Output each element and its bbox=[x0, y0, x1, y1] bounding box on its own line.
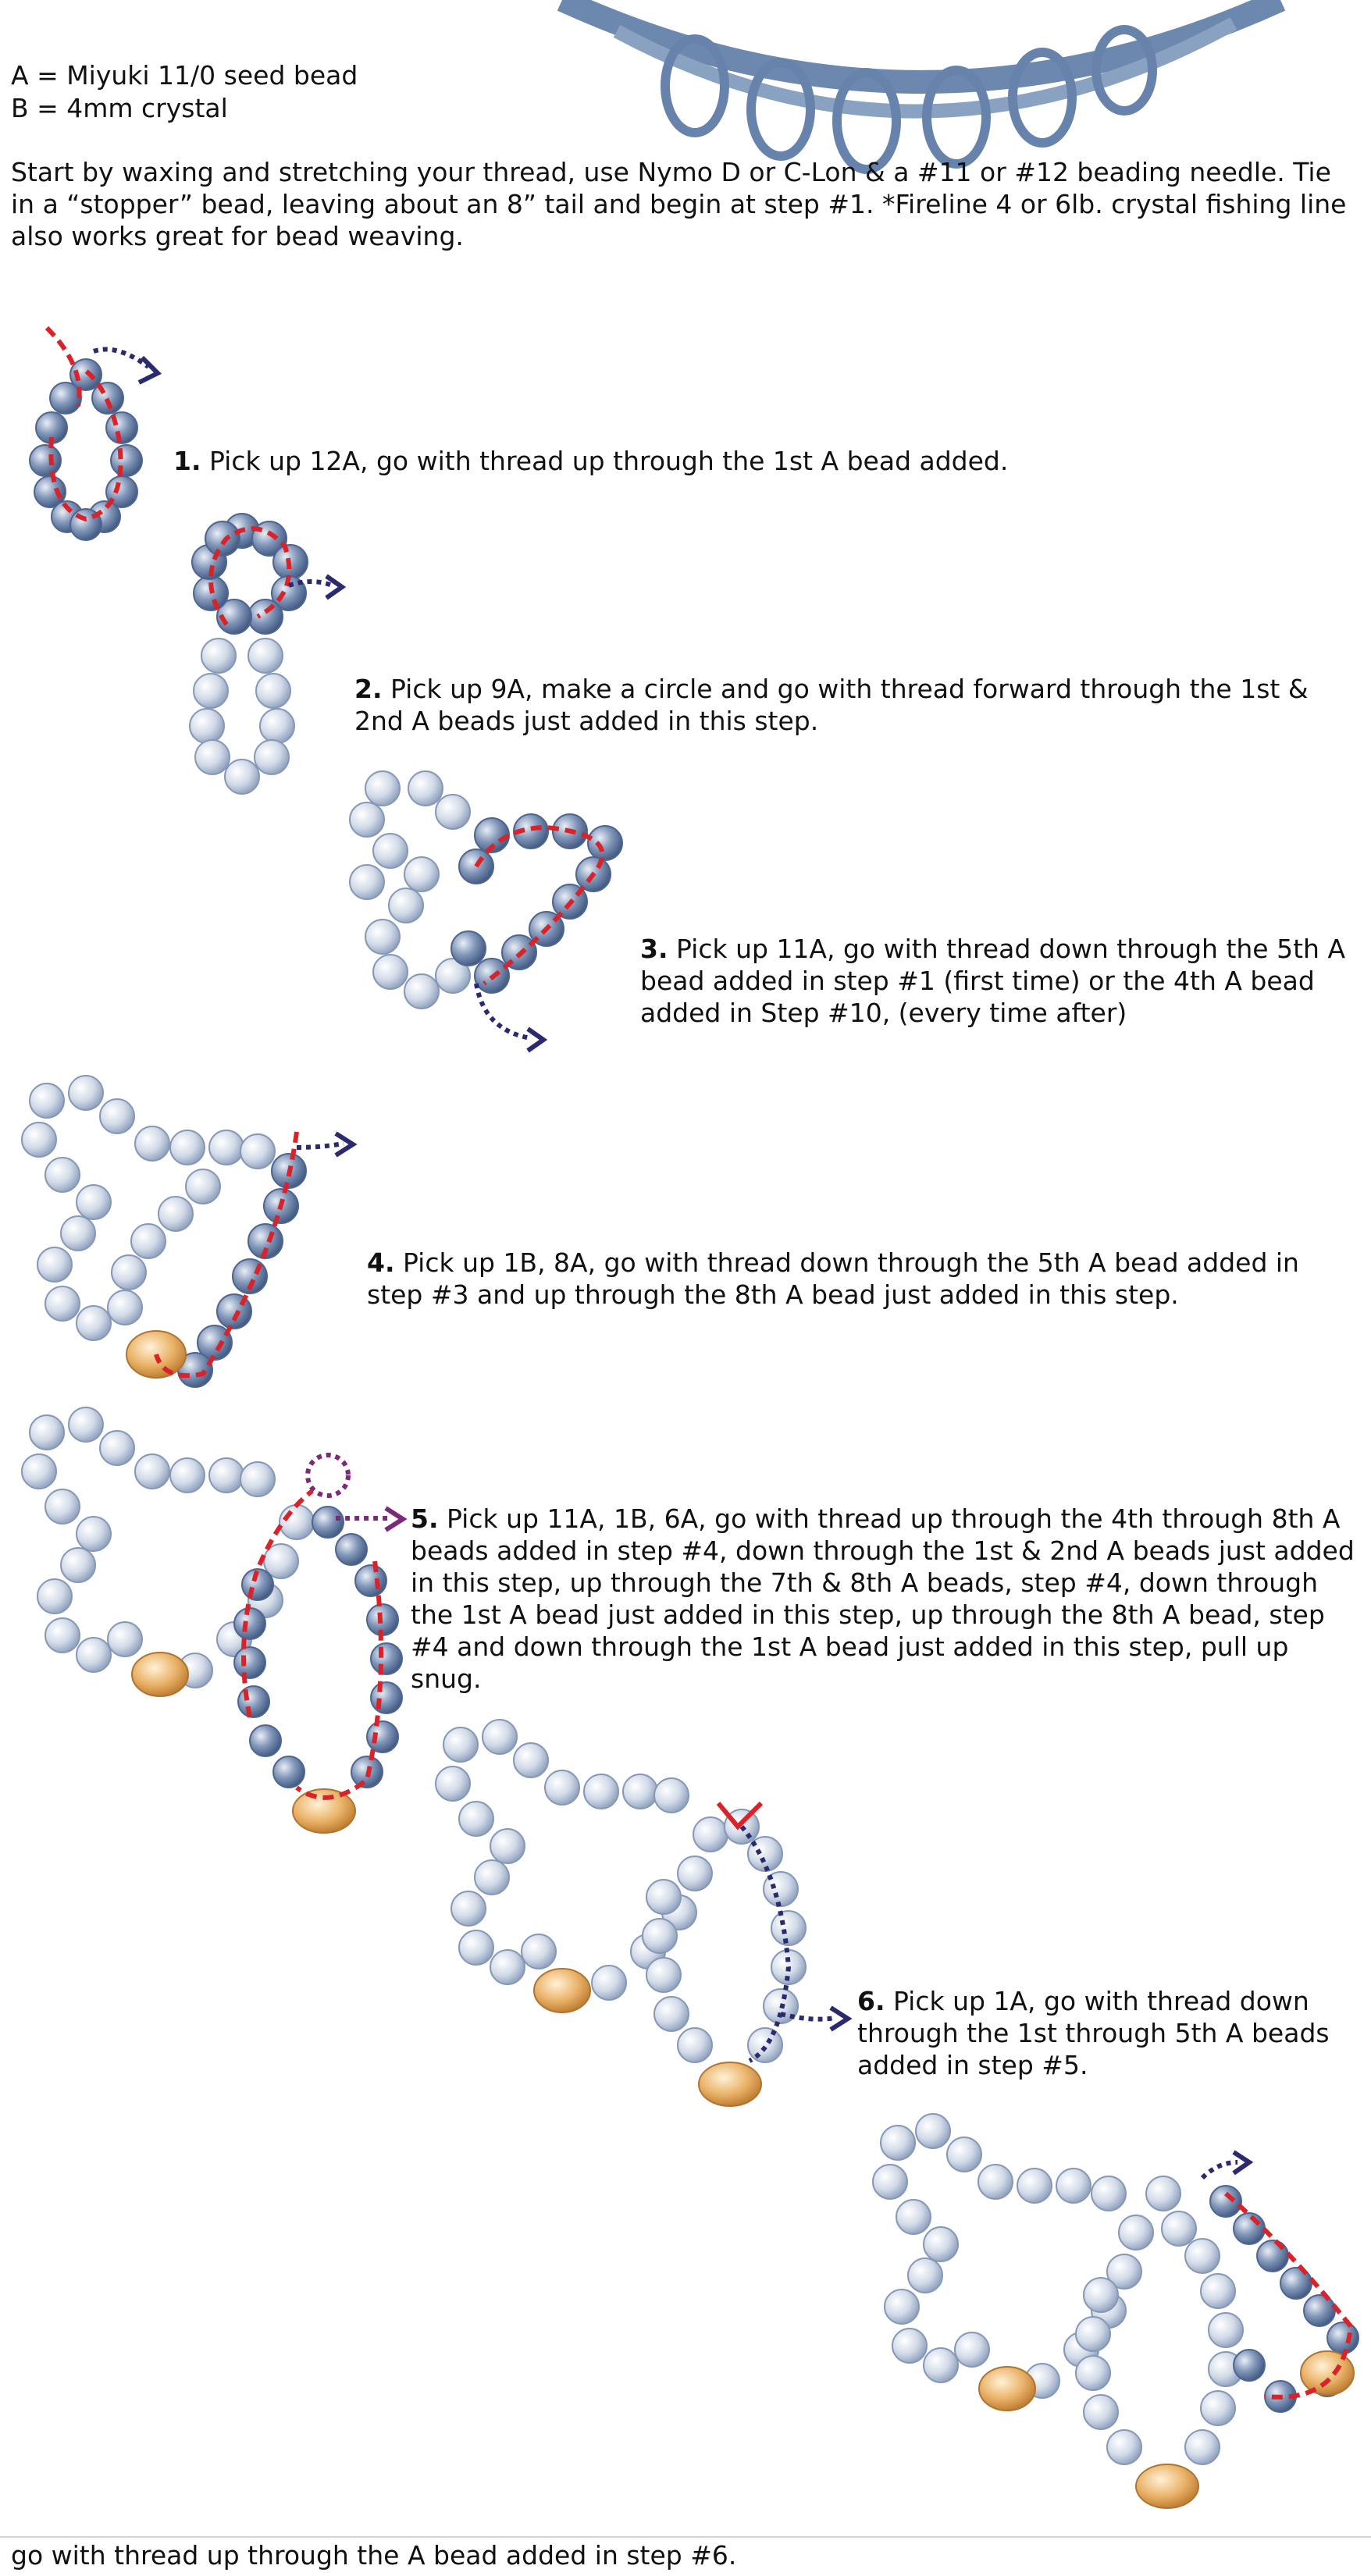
step-text: Pick up 1A, go with thread down through the 1st through 5th A beads added in step #5. bbox=[857, 1986, 1330, 2080]
step2-diagram bbox=[190, 514, 342, 794]
step7-diagram bbox=[873, 2114, 1359, 2508]
legend-b: B = 4mm crystal bbox=[11, 93, 228, 123]
step5-diagram bbox=[22, 1407, 403, 1833]
step3-diagram bbox=[350, 771, 622, 1051]
legend bbox=[11, 59, 358, 125]
step-2 bbox=[354, 673, 1362, 737]
step-text: Pick up 1B, 8A, go with thread down through the 5th A bead added in step #3 and up through the 8th A bead just added in this step. bbox=[367, 1247, 1299, 1310]
step-3 bbox=[640, 933, 1362, 1029]
step-1 bbox=[173, 445, 1344, 477]
legend-a: A = Miyuki 11/0 seed bead bbox=[11, 60, 358, 91]
step-number: 1. bbox=[173, 446, 201, 476]
step-number: 6. bbox=[857, 1986, 885, 2016]
bottom-caption: go with thread up through the A bead added in step #6. bbox=[11, 2540, 737, 2571]
step1-diagram bbox=[30, 328, 158, 540]
step-text: Pick up 11A, go with thread down through the 5th A bead added in step #1 (first time) or the 4th A bead added in Step #10, (every time after) bbox=[640, 934, 1346, 1028]
step-number: 3. bbox=[640, 934, 668, 964]
step-text: Pick up 11A, 1B, 6A, go with thread up through the 4th through 8th A beads added in step #4, down through the 1st & 2nd A beads just added in this step, up through the 7th & 8th A beads, step #4, down through the 1st A bead just added in this step, up through the 8th A bead, step #4 and down through the 1st A bead just added in this step, pull up snug. bbox=[411, 1503, 1355, 1694]
step-text: Pick up 12A, go with thread up through the 1st A bead added. bbox=[209, 446, 1009, 476]
step-4 bbox=[367, 1247, 1327, 1311]
intro-paragraph: Start by waxing and stretching your thread, use Nymo D or C-Lon & a #11 or #12 beading needle. Tie in a “stopper” bead, leaving about an 8” tail and begin at step #1. *Fireline 4 or 6lb. crystal fishing line also works great for bead weaving. bbox=[11, 157, 1347, 251]
step-6 bbox=[857, 1985, 1363, 2081]
step-5 bbox=[411, 1503, 1363, 1695]
step-text: Pick up 9A, make a circle and go with thread forward through the 1st & 2nd A beads just added in this step. bbox=[354, 674, 1309, 736]
step6-diagram bbox=[436, 1720, 848, 2106]
bottom-divider bbox=[0, 2536, 1371, 2538]
step-number: 2. bbox=[354, 674, 383, 704]
necklace-photo bbox=[562, 0, 1280, 169]
step-number: 5. bbox=[411, 1503, 439, 1534]
step-number: 4. bbox=[367, 1247, 395, 1278]
step4-diagram bbox=[22, 1076, 353, 1387]
